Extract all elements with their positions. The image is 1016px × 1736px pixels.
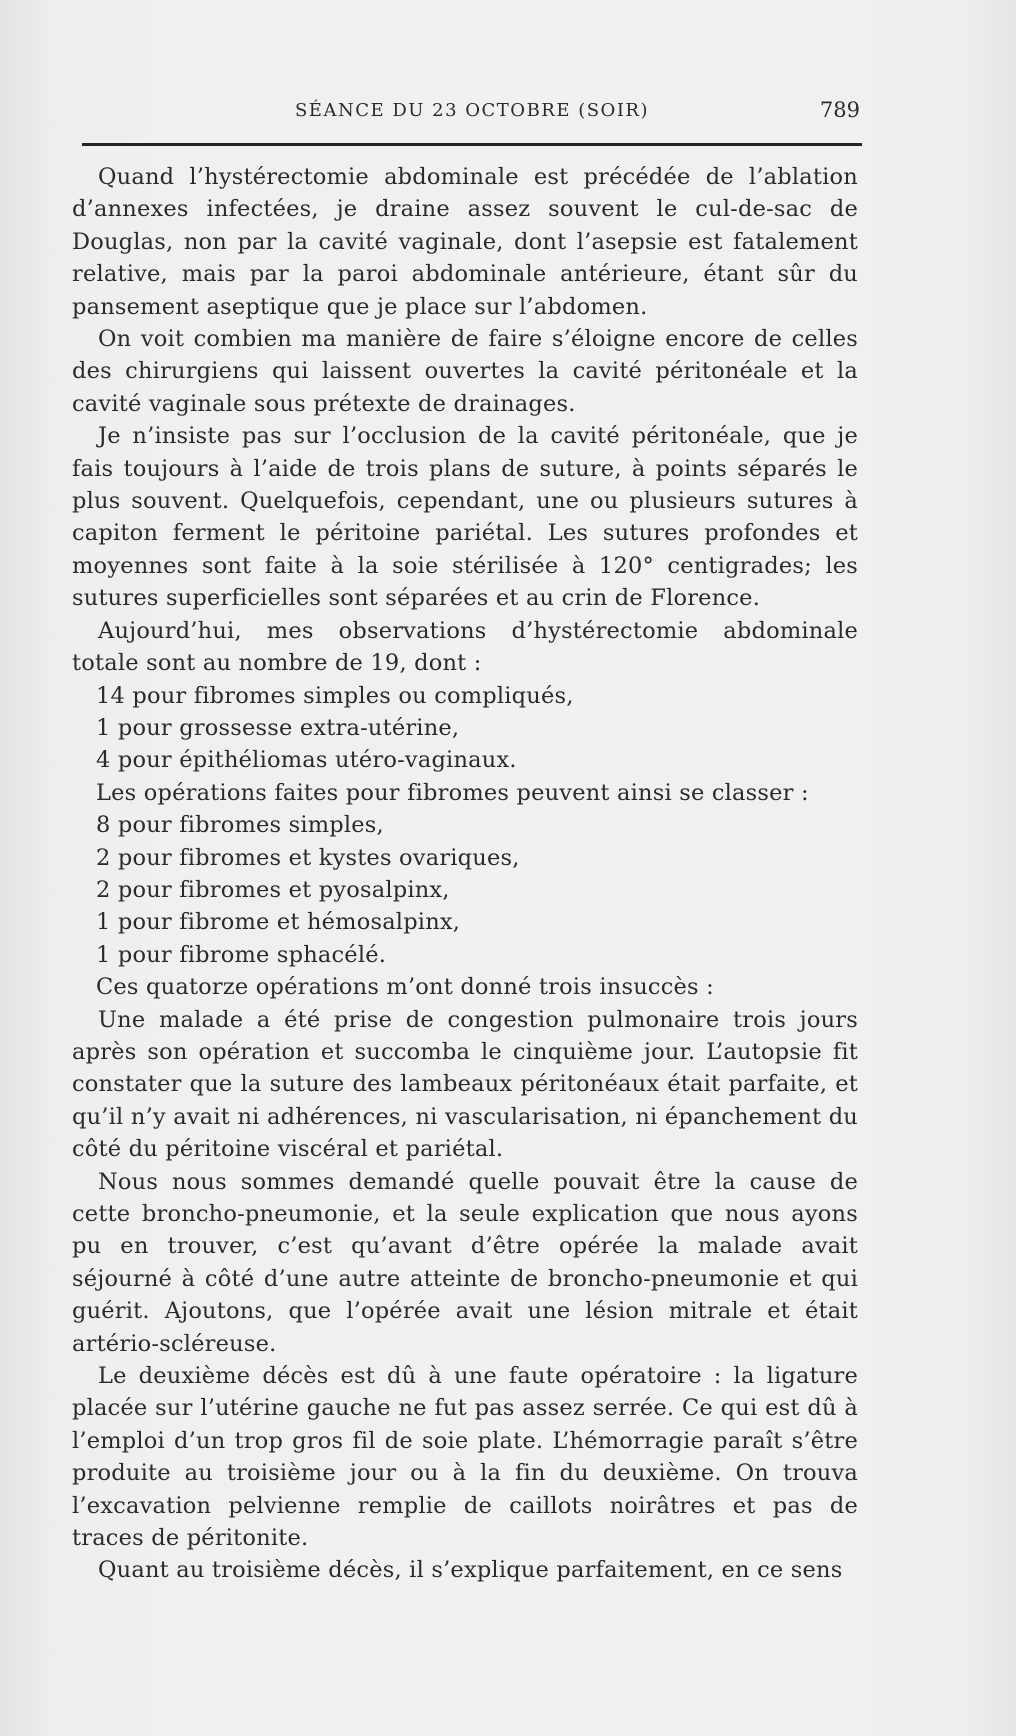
paragraph: Quand l’hystérectomie abdominale est précédée de l’ablation d’annexes infectées, je draine assez souvent le cul-de-sac de Douglas, non par la cavité vaginale, dont l’asepsie est fatalement relative, mais par la paroi abdominale antérieure, étant sûr du pansement aseptique que je place sur l’abdomen. xyxy=(72,164,858,320)
header-rule xyxy=(82,143,862,146)
running-header xyxy=(84,100,860,130)
list-item: 2 pour fibromes et kystes ovariques, xyxy=(96,844,520,871)
list-item: Ces quatorze opérations m’ont donné trois insuccès : xyxy=(96,974,714,1001)
paragraph: Aujourd’hui, mes observations d’hystérectomie abdominale totale sont au nombre de 19, dont : xyxy=(72,617,858,677)
list-item: Les opérations faites pour fibromes peuvent ainsi se classer : xyxy=(96,779,809,806)
paragraph: Nous nous sommes demandé quelle pouvait être la cause de cette broncho-pneumonie, et la seule explication que nous ayons pu en trouver, c’est qu’avant d’être opérée la malade avait séjourné à côté d’une autre atteinte de broncho-pneumonie et qui guérit. Ajoutons, que l’opérée avait une lésion mitrale et était artério-scléreuse. xyxy=(72,1168,858,1357)
paragraph: Une malade a été prise de congestion pulmonaire trois jours après son opération et succomba le cinquième jour. L’autopsie fit constater que la suture des lambeaux péritonéaux était parfaite, et qu’il n’y avait ni adhérences, ni vascularisation, ni épanchement du côté du péritoine viscéral et pariétal. xyxy=(72,1006,858,1163)
list-item: 14 pour fibromes simples ou compliqués, xyxy=(96,682,574,709)
list-item: 4 pour épithéliomas utéro-vaginaux. xyxy=(96,747,517,774)
paragraph: Quant au troisième décès, il s’explique parfaitement, en ce sens xyxy=(98,1557,843,1584)
list-item: 1 pour fibrome sphacélé. xyxy=(96,941,387,968)
list-item: 1 pour grossesse extra-utérine, xyxy=(96,714,460,741)
header-title: SÉANCE DU 23 OCTOBRE (SOIR) xyxy=(294,100,650,121)
list-item: 8 pour fibromes simples, xyxy=(96,812,384,839)
paragraph: Je n’insiste pas sur l’occlusion de la cavité péritonéale, que je fais toujours à l’aide de trois plans de suture, à points séparés le plus souvent. Quelquefois, cependant, une ou plusieurs sutures à capiton ferment le péritoine pariétal. Les sutures profondes et moyennes sont faite à la soie stérilisée à 120° centigrades; les sutures superficielles sont séparées et au crin de Florence. xyxy=(72,423,858,612)
paragraph: Le deuxième décès est dû à une faute opératoire : la ligature placée sur l’utérine gauche ne fut pas assez serrée. Ce qui est dû à l’emploi d’un trop gros fil de soie plate. L’hémorragie paraît s’être produite au troisième jour ou à la fin du deuxième. On trouva l’excavation pelvienne remplie de caillots noirâtres et pas de traces de péritonite. xyxy=(72,1363,858,1552)
body-text xyxy=(72,161,858,1587)
paragraph: On voit combien ma manière de faire s’éloigne encore de celles des chirurgiens qui laissent ouvertes la cavité péritonéale et la cavité vaginale sous prétexte de drainages. xyxy=(72,326,858,417)
list-item: 2 pour fibromes et pyosalpinx, xyxy=(96,876,450,903)
list-item: 1 pour fibrome et hémosalpinx, xyxy=(96,909,461,936)
page-number: 789 xyxy=(819,98,860,122)
